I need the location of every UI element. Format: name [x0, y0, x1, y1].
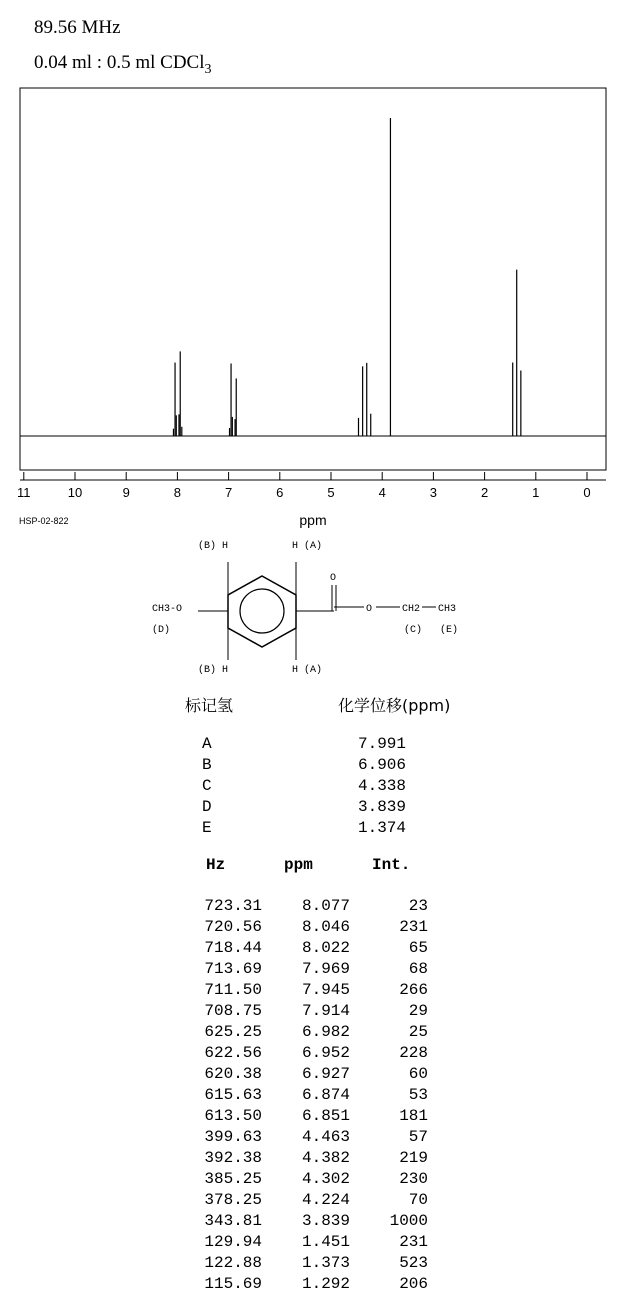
peak-cell-int: 23 [408, 897, 428, 915]
peak-cell-hz: 129.94 [204, 1233, 262, 1251]
peak-table-row [0, 1065, 626, 1086]
label-d: (D) [152, 625, 171, 636]
peak-cell-ppm: 1.373 [301, 1254, 350, 1272]
x-tick-label: 1 [532, 485, 540, 500]
assignment-row [0, 735, 626, 756]
peak-table-row [0, 1149, 626, 1170]
peak-cell-hz: 615.63 [204, 1086, 262, 1104]
peak-cell-hz: 399.63 [204, 1128, 262, 1146]
label-c: (C) [404, 625, 423, 636]
peak-cell-ppm: 3.839 [301, 1212, 350, 1230]
peak-cell-ppm: 8.022 [301, 939, 350, 957]
peak-cell-ppm: 4.224 [301, 1191, 350, 1209]
peak-cell-ppm: 4.302 [301, 1170, 350, 1188]
assignment-row [0, 777, 626, 798]
x-tick-label: 6 [276, 485, 284, 500]
peak-cell-int: 219 [399, 1149, 428, 1167]
peak-cell-int: 181 [399, 1107, 428, 1125]
x-tick-label: 3 [429, 485, 438, 500]
peak-cell-ppm: 6.927 [301, 1065, 350, 1083]
peak-cell-int: 57 [408, 1128, 428, 1146]
peak-cell-hz: 378.25 [204, 1191, 262, 1209]
label-h-b-bot: (B) H [198, 665, 229, 676]
peak-cell-hz: 713.69 [204, 960, 262, 978]
peak-cell-int: 25 [408, 1023, 428, 1041]
peak-cell-ppm: 6.982 [301, 1023, 350, 1041]
plot-frame [20, 88, 606, 470]
assignment-row [0, 756, 626, 777]
peak-cell-int: 60 [408, 1065, 428, 1083]
assignment-shift: 3.839 [358, 798, 407, 816]
assignment-label: C [202, 777, 212, 795]
peak-cell-ppm: 8.046 [301, 918, 350, 936]
peak-table-row [0, 1002, 626, 1023]
label-h-a-top: H (A) [292, 541, 323, 552]
peak-table-row [0, 1044, 626, 1065]
assignment-shift: 7.991 [358, 735, 407, 753]
peak-table-row [0, 918, 626, 939]
label-h-b-top: (B) H [198, 541, 229, 552]
x-tick-label: 10 [67, 485, 83, 500]
spectrum-code: HSP-02-822 [19, 516, 69, 526]
peak-cell-int: 231 [399, 1233, 428, 1251]
benzene-ring [228, 576, 296, 647]
peak-cell-hz: 613.50 [204, 1107, 262, 1125]
peak-cell-hz: 392.38 [204, 1149, 262, 1167]
peak-cell-int: 206 [399, 1275, 428, 1293]
x-tick-label: 0 [583, 485, 591, 500]
peak-table-row [0, 1107, 626, 1128]
sample-main-text: 0.04 ml : 0.5 ml CDCl [34, 52, 205, 73]
peak-table-row [0, 1023, 626, 1044]
peak-cell-ppm: 7.969 [301, 960, 350, 978]
x-tick-label: 9 [122, 485, 130, 500]
peak-table-row [0, 981, 626, 1002]
peak-cell-hz: 115.69 [204, 1275, 262, 1293]
assignment-label: E [202, 819, 212, 837]
peak-table-row [0, 897, 626, 918]
peak-group [173, 118, 520, 436]
peak-cell-ppm: 6.952 [301, 1044, 350, 1062]
peak-table-header-ppm: ppm [284, 856, 313, 874]
x-axis-ticks [17, 472, 591, 500]
peak-cell-ppm: 4.463 [301, 1128, 350, 1146]
peak-cell-hz: 622.56 [204, 1044, 262, 1062]
peak-cell-ppm: 1.451 [301, 1233, 350, 1251]
frequency-label: 89.56 MHz [34, 17, 121, 38]
peak-table-row [0, 1170, 626, 1191]
nmr-spectrum-chart [0, 0, 626, 540]
peak-cell-ppm: 7.914 [301, 1002, 350, 1020]
x-tick-label: 5 [327, 485, 335, 500]
peak-cell-hz: 620.38 [204, 1065, 262, 1083]
peak-cell-ppm: 6.851 [301, 1107, 350, 1125]
peak-table-row [0, 1233, 626, 1254]
peak-cell-ppm: 6.874 [301, 1086, 350, 1104]
assignment-row [0, 798, 626, 819]
x-axis-label: ppm [299, 512, 327, 528]
peak-cell-int: 230 [399, 1170, 428, 1188]
peak-table-header-int: Int. [372, 856, 411, 874]
label-ester-o: O [366, 604, 373, 615]
assignment-label: A [202, 735, 212, 753]
label-ch2: CH2 [402, 604, 421, 615]
peak-cell-int: 53 [408, 1086, 428, 1104]
assignment-header-label: 标记氢 [185, 696, 234, 715]
label-e: (E) [440, 625, 459, 636]
peak-table-row [0, 960, 626, 981]
peak-cell-hz: 711.50 [204, 981, 262, 999]
peak-cell-int: 1000 [389, 1212, 428, 1230]
peak-cell-hz: 343.81 [204, 1212, 262, 1230]
assignment-row [0, 819, 626, 840]
assignment-shift: 4.338 [358, 777, 407, 795]
x-tick-label: 2 [480, 485, 489, 500]
assignment-shift: 6.906 [358, 756, 407, 774]
label-h-a-bot: H (A) [292, 665, 323, 676]
peak-table-row [0, 1275, 626, 1296]
assignment-shift: 1.374 [358, 819, 407, 837]
peak-cell-int: 68 [408, 960, 428, 978]
peak-table-row [0, 1254, 626, 1275]
x-tick-label: 7 [224, 485, 233, 500]
x-tick-label: 8 [173, 485, 182, 500]
assignment-label: B [202, 756, 212, 774]
label-o-carbonyl: O [330, 573, 337, 584]
peak-cell-hz: 708.75 [204, 1002, 262, 1020]
peak-cell-hz: 385.25 [204, 1170, 262, 1188]
peak-cell-ppm: 8.077 [301, 897, 350, 915]
peak-cell-hz: 720.56 [204, 918, 262, 936]
x-tick-label: 4 [378, 485, 386, 500]
assignment-header-shift: 化学位移(ppm) [338, 696, 451, 715]
peak-cell-ppm: 4.382 [301, 1149, 350, 1167]
peak-table-row [0, 939, 626, 960]
peak-cell-int: 523 [399, 1254, 428, 1272]
peak-table-header-hz: Hz [206, 856, 226, 874]
label-ch3: CH3 [438, 604, 457, 615]
peak-cell-int: 228 [399, 1044, 428, 1062]
assignment-label: D [202, 798, 212, 816]
peak-cell-ppm: 1.292 [301, 1275, 350, 1293]
peak-cell-int: 70 [408, 1191, 428, 1209]
aromatic-circle [240, 589, 284, 633]
peak-cell-hz: 723.31 [204, 897, 262, 915]
peak-table-row [0, 1191, 626, 1212]
peak-cell-int: 29 [408, 1002, 428, 1020]
x-tick-label: 11 [17, 485, 31, 500]
peak-cell-hz: 625.25 [204, 1023, 262, 1041]
peak-cell-hz: 718.44 [204, 939, 262, 957]
sample-subscript: 3 [204, 61, 212, 77]
peak-cell-int: 266 [399, 981, 428, 999]
peak-table-row [0, 1212, 626, 1233]
label-ch3o: CH3-O [152, 604, 183, 615]
peak-cell-int: 65 [408, 939, 428, 957]
peak-cell-int: 231 [399, 918, 428, 936]
peak-table-row [0, 1128, 626, 1149]
peak-table-row [0, 1086, 626, 1107]
peak-cell-ppm: 7.945 [301, 981, 350, 999]
peak-cell-hz: 122.88 [204, 1254, 262, 1272]
